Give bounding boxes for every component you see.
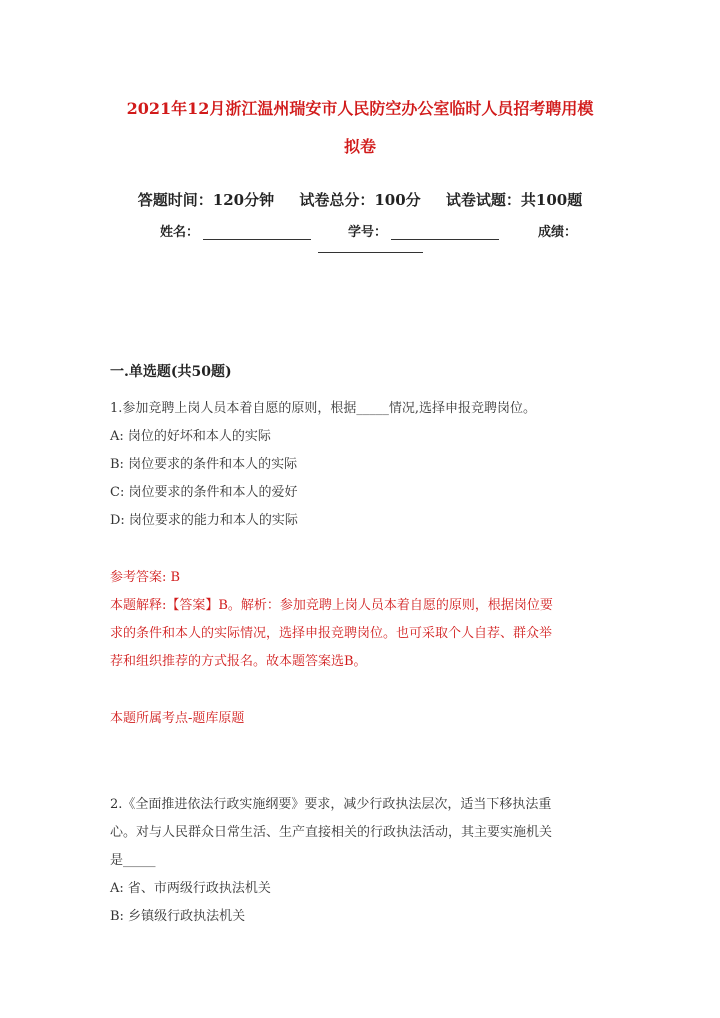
question-1-stem: 1.参加竞聘上岗人员本着自愿的原则，根据_____情况,选择申报竞聘岗位。	[110, 401, 537, 416]
student-id-label: 学号：	[348, 225, 388, 240]
question-2-option-b: B: 乡镇级行政执法机关	[110, 909, 246, 924]
question-1-option-b: B: 岗位要求的条件和本人的实际	[110, 457, 298, 472]
total-questions: 试卷试题：共100题	[445, 191, 583, 209]
question-1-option-a: A: 岗位的好坏和本人的实际	[110, 429, 271, 444]
student-id-field	[348, 221, 499, 240]
question-1-option-c: C: 岗位要求的条件和本人的爱好	[110, 485, 298, 500]
question-1-option-d: D: 岗位要求的能力和本人的实际	[110, 513, 298, 528]
question-1-answer: 参考答案: B	[110, 570, 181, 585]
question-1-explanation-line-1: 本题解释:【答案】B。解析：参加竞聘上岗人员本着自愿的原则，根据岗位要	[110, 598, 553, 613]
total-score: 试卷总分：100分	[299, 191, 421, 209]
exam-info	[0, 189, 720, 210]
student-id-blank	[391, 225, 499, 240]
name-label: 姓名：	[160, 225, 200, 240]
exam-time: 答题时间：120分钟	[137, 191, 275, 209]
name-field	[160, 221, 311, 240]
score-label: 成绩：	[538, 225, 578, 240]
question-1-explanation-line-3: 荐和组织推荐的方式报名。故本题答案选B。	[110, 654, 367, 669]
score-field	[538, 221, 577, 240]
question-2-stem-line-3: 是_____	[110, 853, 156, 868]
question-1-category: 本题所属考点-题库原题	[110, 711, 245, 726]
document-title-line-1: 2021年12月浙江温州瑞安市人民防空办公室临时人员招考聘用模	[126, 99, 594, 118]
section-title: 一.单选题(共50题)	[110, 364, 232, 380]
question-2-option-a: A: 省、市两级行政执法机关	[110, 881, 271, 896]
document-title-line-2: 拟卷	[343, 137, 376, 156]
name-blank	[203, 225, 311, 240]
question-1-explanation-line-2: 求的条件和本人的实际情况，选择申报竞聘岗位。也可采取个人自荐、群众举	[110, 626, 553, 641]
score-blank	[318, 252, 423, 253]
question-2-stem-line-2: 心。对与人民群众日常生活、生产直接相关的行政执法活动，其主要实施机关	[110, 825, 553, 840]
question-2-stem-line-1: 2.《全面推进依法行政实施纲要》要求，减少行政执法层次，适当下移执法重	[110, 797, 552, 812]
